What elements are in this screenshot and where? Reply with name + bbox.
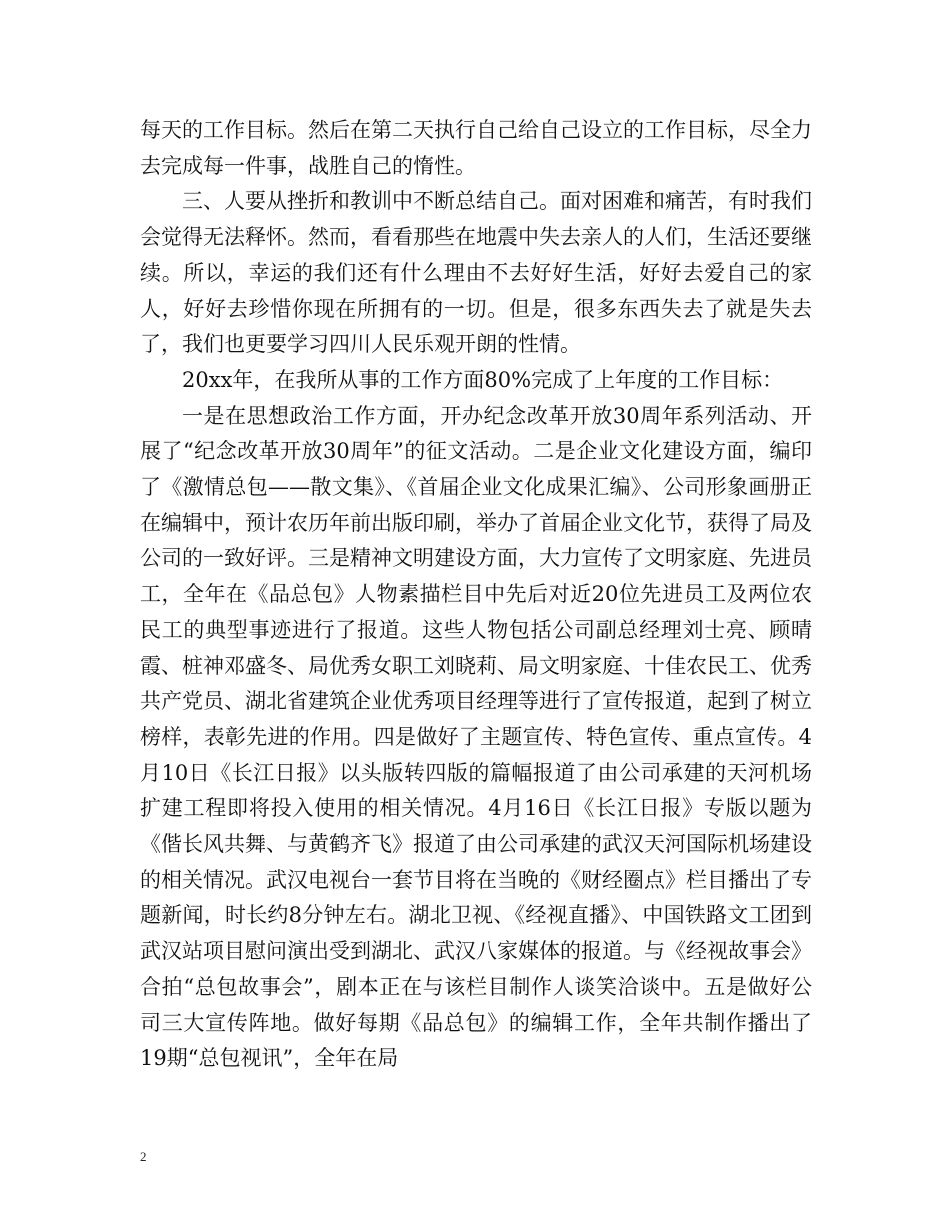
page-number: 2 [140,1149,147,1164]
paragraph-goal-continuation: 每天的工作目标。然后在第二天执行自己给自己设立的工作目标，尽全力去完成每一件事，战胜自己的惰性。 [140,118,812,178]
body-text [140,113,812,1077]
paragraph-work-achievements: 一是在思想政治工作方面，开办纪念改革开放30周年系列活动、开展了“纪念改革开放30周年”的征文活动。二是企业文化建设方面，编印了《激情总包——散文集》、《首届企业文化成果汇编》、公司形象画册正在编辑中，预计农历年前出版印刷，举办了首届企业文化节，获得了局及公司的一致好评。三是精神文明建设方面，大力宣传了文明家庭、先进员工，全年在《品总包》人物素描栏目中先后对近20位先进员工及两位农民工的典型事迹进行了报道。这些人物包括公司副总经理刘士亮、顾晴霞、桩神邓盛冬、局优秀女职工刘晓莉、局文明家庭、十佳农民工、优秀共产党员、湖北省建筑企业优秀项目经理等进行了宣传报道，起到了树立榜样，表彰先进的作用。四是做好了主题宣传、特色宣传、重点宣传。4月10日《长江日报》以头版转四版的篇幅报道了由公司承建的天河机场扩建工程即将投入使用的相关情况。4月16日《长江日报》专版以题为《偕长风共舞、与黄鹤齐飞》报道了由公司承建的武汉天河国际机场建设的相关情况。武汉电视台一套节目将在当晚的《财经圈点》栏目播出了专题新闻，时长约8分钟左右。湖北卫视、《经视直播》、中国铁路文工团到武汉站项目慰问演出受到湖北、武汉八家媒体的报道。与《经视故事会》合拍“总包故事会”，剧本正在与该栏目制作人谈笑洽谈中。五是做好公司三大宣传阵地。做好每期《品总包》的编辑工作，全年共制作播出了19期“总包视讯”，全年在局 [140,403,812,1071]
paragraph-annual-goal-completion: 20xx年，在我所从事的工作方面80%完成了上年度的工作目标： [182,367,784,392]
paragraph-lessons-from-setbacks: 三、人要从挫折和教训中不断总结自己。面对困难和痛苦，有时我们会觉得无法释怀。然而，看看那些在地震中失去亲人的人们，生活还要继续。所以，幸运的我们还有什么理由不去好好生活，好好去爱自己的家人，好好去珍惜你现在所拥有的一切。但是，很多东西失去了就是失去了，我们也更要学习四川人民乐观开朗的性情。 [140,189,812,357]
